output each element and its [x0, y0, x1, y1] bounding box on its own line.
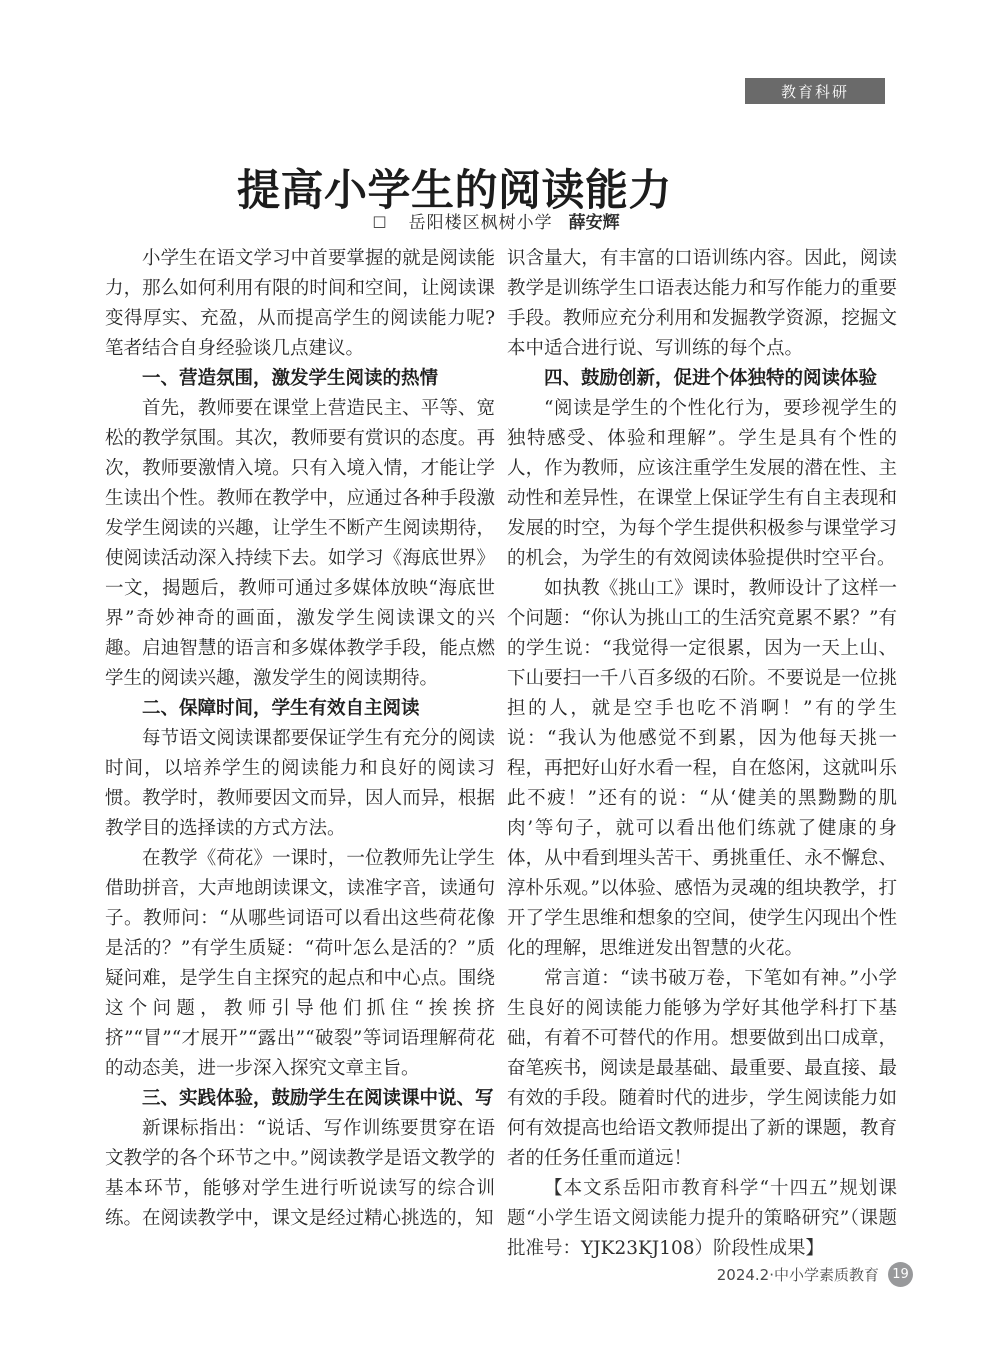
section-heading: 三、实践体验，鼓励学生在阅读课中说、写	[142, 1088, 494, 1109]
body-paragraph: 识含量大，有丰富的口语训练内容。因此，阅读教学是训练学生口语表达能力和写作能力的重要手段。教师应充分利用和发掘教学资源，挖掘文本中适合进行说、写训练的每个点。	[507, 248, 897, 359]
author-affiliation: 岳阳楼区枫树小学	[408, 213, 553, 233]
body-paragraph: 常言道：“读书破万卷，下笔如有神。”小学生良好的阅读能力能够为学好其他学科打下基础，有着不可替代的作用。想要做到出口成章，奋笔疾书，阅读是最基础、最重要、最直接、最有效的手段。随着时代的进步，学生阅读能力如何有效提高也给语文教师提出了新的课题，教育者的任务任重而道远！	[507, 968, 897, 1169]
body-paragraph: 每节语文阅读课都要保证学生有充分的阅读时间，以培养学生的阅读能力和良好的阅读习惯。教学时，教师要因文而异，因人而异，根据教学目的选择读的方式方法。	[105, 728, 495, 839]
byline-square-marker: □	[372, 211, 387, 230]
body-paragraph: 小学生在语文学习中首要掌握的就是阅读能力，那么如何利用有限的时间和空间，让阅读课变得厚实、充盈，从而提高学生的阅读能力呢?笔者结合自身经验谈几点建议。	[105, 248, 495, 359]
section-header-badge: 教育科研	[745, 78, 885, 104]
page-footer	[717, 1262, 913, 1287]
body-paragraph: 新课标指出：“说话、写作训练要贯穿在语文教学的各个环节之中。”阅读教学是语文教学的基本环节，能够对学生进行听说读写的综合训练。在阅读教学中，课文是经过精心挑选的，知	[105, 1118, 495, 1229]
author-name: 薛安辉	[568, 213, 620, 233]
section-heading: 二、保障时间，学生有效自主阅读	[142, 698, 420, 719]
article-body	[105, 244, 897, 1264]
section-heading: 四、鼓励创新，促进个体独特的阅读体验	[544, 368, 878, 389]
funding-note: 【本文系岳阳市教育科学“十四五”规划课题“小学生语文阅读能力提升的策略研究”（课题批准号：YJK23KJ108）阶段性成果】	[507, 1178, 897, 1259]
column-left	[105, 244, 495, 1264]
column-right	[507, 244, 897, 1264]
page-number-badge: 19	[888, 1262, 913, 1287]
byline	[0, 208, 992, 233]
section-heading: 一、营造氛围，激发学生阅读的热情	[142, 368, 439, 389]
journal-issue-label: 2024.2·中小学素质教育	[716, 1266, 879, 1284]
body-paragraph: “阅读是学生的个性化行为，要珍视学生的独特感受、体验和理解”。学生是具有个性的人，作为教师，应该注重学生发展的潜在性、主动性和差异性，在课堂上保证学生有自主表现和发展的时空，为每个学生提供积极参与课堂学习的机会，为学生的有效阅读体验提供时空平台。	[507, 398, 897, 569]
article-title: 提高小学生的阅读能力	[237, 165, 672, 216]
body-paragraph: 如执教《挑山工》课时，教师设计了这样一个问题：“你认为挑山工的生活究竟累不累？”有的学生说：“我觉得一定很累，因为一天上山、下山要扫一千八百多级的石阶。不要说是一位挑担的人，就是空手也吃不消啊！”有的学生说：“我认为他感觉不到累，因为他每天挑一程，再把好山好水看一程，自在悠闲，这就叫乐此不疲！”还有的说：“从‘健美的黑黝黝的肌肉’等句子，就可以看出他们练就了健康的身体，从中看到埋头苦干、勇挑重任、永不懈怠、淳朴乐观。”以体验、感悟为灵魂的组块教学，打开了学生思维和想象的空间，使学生闪现出个性化的理解，思维迸发出智慧的火花。	[507, 578, 897, 959]
body-paragraph: 在教学《荷花》一课时，一位教师先让学生借助拼音，大声地朗读课文，读准字音，读通句子。教师问：“从哪些词语可以看出这些荷花像是活的？”有学生质疑：“荷叶怎么是活的？”质疑问难，是学生自主探究的起点和中心点。围绕这个问题，教师引导他们抓住“挨挨挤挤”“冒”“才展开”“露出”“破裂”等词语理解荷花的动态美，进一步深入探究文章主旨。	[105, 848, 495, 1079]
body-paragraph: 首先，教师要在课堂上营造民主、平等、宽松的教学氛围。其次，教师要有赏识的态度。再次，教师要激情入境。只有入境入情，才能让学生读出个性。教师在教学中，应通过各种手段激发学生阅读的兴趣，让学生不断产生阅读期待，使阅读活动深入持续下去。如学习《海底世界》一文，揭题后，教师可通过多媒体放映“海底世界”奇妙神奇的画面，激发学生阅读课文的兴趣。启迪智慧的语言和多媒体教学手段，能点燃学生的阅读兴趣，激发学生的阅读期待。	[105, 398, 495, 689]
